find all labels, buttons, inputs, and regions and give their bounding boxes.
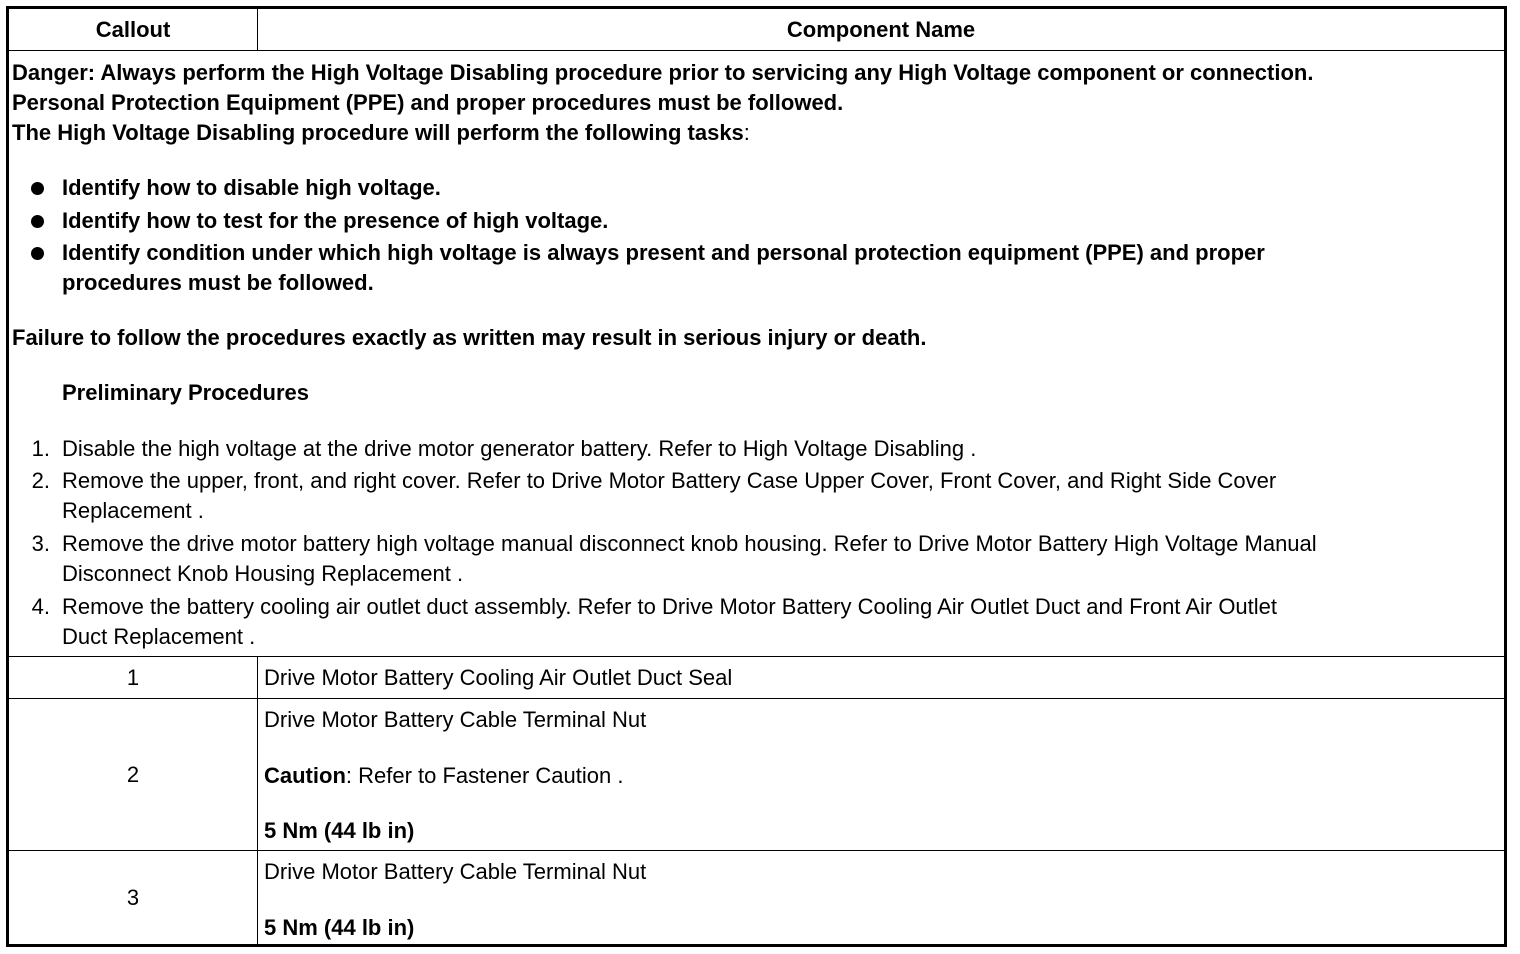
caution-note: [264, 761, 623, 791]
step-2-line-2: Replacement .: [62, 498, 204, 523]
bullet-dot-icon: [31, 215, 44, 228]
callout-cell: 3: [9, 851, 258, 944]
component-name: Drive Motor Battery Cooling Air Outlet Duct Seal: [264, 665, 733, 690]
step-number: 3.: [31, 531, 50, 556]
bullet-3-line-1: Identify condition under which high voltage is always present and personal protection equipment (PPE) and proper: [62, 240, 1265, 265]
bullet-dot-icon: [31, 182, 44, 195]
step-3-line-1: Remove the drive motor battery high voltage manual disconnect knob housing. Refer to Drive Motor Battery High Voltage Manual: [62, 531, 1317, 556]
step-2-line-1: Remove the upper, front, and right cover. Refer to Drive Motor Battery Case Upper Cover, Front Cover, and Right Side Cover: [62, 468, 1277, 493]
table-header-row: [9, 9, 1504, 51]
bullet-3-line-2: procedures must be followed.: [62, 270, 374, 295]
failure-warning: Failure to follow the procedures exactly as written may result in serious injury or death.: [12, 325, 927, 350]
component-cell: [258, 851, 1504, 944]
step-4-line-2: Duct Replacement .: [62, 624, 256, 649]
danger-line-3: [12, 118, 750, 148]
caution-label: Caution: [264, 763, 346, 788]
step-number: 4.: [31, 594, 50, 619]
component-cell: [258, 699, 1504, 850]
step-number: 1.: [31, 436, 50, 461]
danger-line-1: Danger: Always perform the High Voltage Disabling procedure prior to servicing any High Voltage component or connection.: [12, 60, 1314, 85]
bullet-2: Identify how to test for the presence of high voltage.: [62, 208, 609, 233]
table-row: [9, 699, 1504, 851]
step-4-line-1: Remove the battery cooling air outlet duct assembly. Refer to Drive Motor Battery Cooling Air Outlet Duct and Front Air Outlet: [62, 594, 1278, 619]
component-cell: [258, 657, 1504, 698]
step-3-line-2: Disconnect Knob Housing Replacement .: [62, 561, 464, 586]
header-callout: Callout: [9, 9, 258, 50]
table-row: [9, 851, 1504, 944]
danger-line-2: Personal Protection Equipment (PPE) and proper procedures must be followed.: [12, 90, 844, 115]
step-number: 2.: [31, 468, 50, 493]
danger-line-3-bold: The High Voltage Disabling procedure will perform the following tasks: [12, 120, 744, 145]
bullet-1: Identify how to disable high voltage.: [62, 175, 441, 200]
danger-block: [9, 51, 1504, 657]
bullet-dot-icon: [31, 247, 44, 260]
step-1-line-1: Disable the high voltage at the drive motor generator battery. Refer to High Voltage Disabling .: [62, 436, 977, 461]
preliminary-heading: Preliminary Procedures: [62, 380, 310, 405]
callout-cell: 1: [9, 657, 258, 698]
component-table: [6, 6, 1507, 947]
caution-text: : Refer to Fastener Caution .: [345, 763, 624, 788]
torque-spec: 5 Nm (44 lb in): [264, 818, 415, 843]
callout-cell: 2: [9, 699, 258, 850]
torque-spec: 5 Nm (44 lb in): [264, 915, 415, 940]
header-component-name: Component Name: [786, 16, 976, 42]
component-name: Drive Motor Battery Cable Terminal Nut: [264, 707, 647, 732]
table-row: [9, 657, 1504, 699]
danger-line-3-tail: :: [743, 120, 750, 145]
component-name: Drive Motor Battery Cable Terminal Nut: [264, 859, 647, 884]
